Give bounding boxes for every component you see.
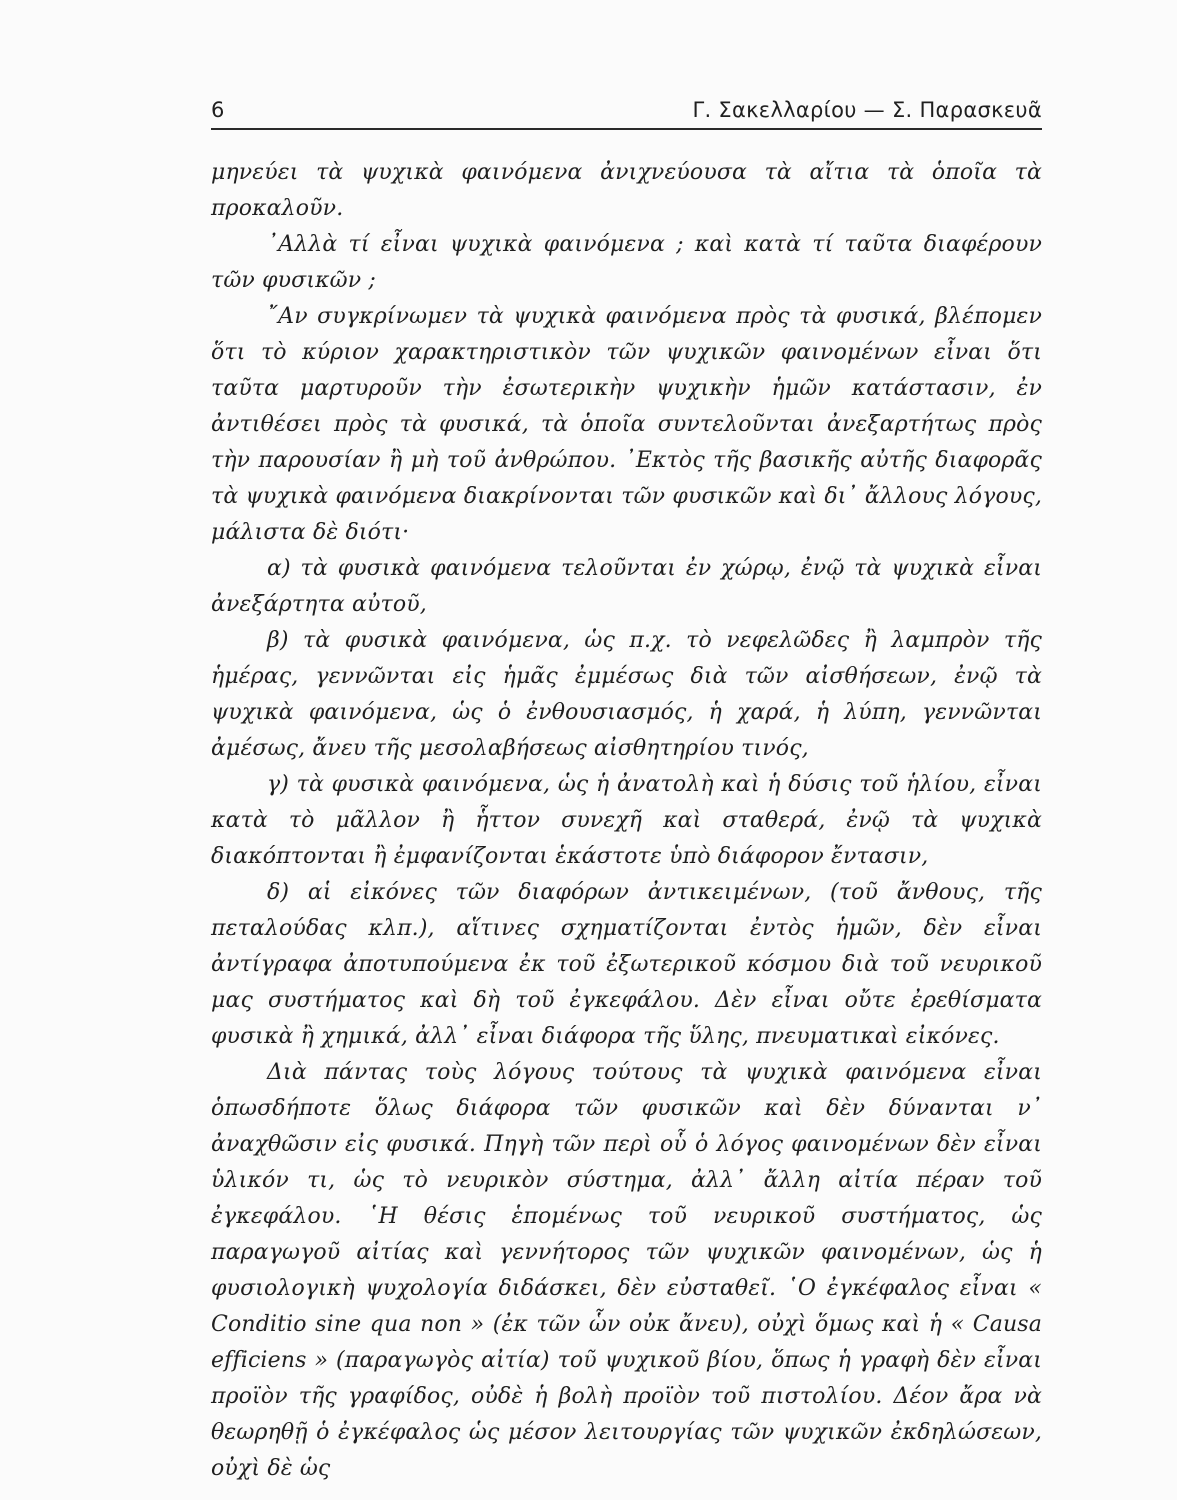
running-head: Γ. Σακελλαρίου — Σ. Παρασκευᾶ [692, 98, 1042, 122]
paragraph: β) τὰ φυσικὰ φαινόμενα, ὡς π.χ. τὸ νεφελῶδες ἢ λαμπρὸν τῆς ἡμέρας, γεννῶνται εἰς ἡμᾶς ἐμμέσως διὰ τῶν αἰσθήσεων, ἐνῷ τὰ ψυχικὰ φαινόμενα, ὡς ὁ ἐνθουσιασμός, ἡ χαρά, ἡ λύπη, γεννῶνται ἀμέσως, ἄνευ τῆς μεσολαβήσεως αἰσθητηρίου τινός, [211, 628, 1042, 761]
paragraph: μηνεύει τὰ ψυχικὰ φαινόμενα ἀνιχνεύουσα τὰ αἴτια τὰ ὁποῖα τὰ προκαλοῦν. [211, 160, 1042, 221]
paragraph: Διὰ πάντας τοὺς λόγους τούτους τὰ ψυχικὰ φαινόμενα εἶναι ὁπωσδήποτε ὅλως διάφορα τῶν φυσικῶν καὶ δὲν δύνανται ν᾿ ἀναχθῶσιν εἰς φυσικά. Πηγὴ τῶν περὶ οὗ ὁ λόγος φαινομένων δὲν εἶναι ὑλικόν τι, ὡς τὸ νευρικὸν σύστημα, ἀλλ᾿ ἄλλη αἰτία πέραν τοῦ ἐγκεφάλου. ῾Η θέσις ἑπομένως τοῦ νευρικοῦ συστήματος, ὡς παραγωγοῦ αἰτίας καὶ γεννήτορος τῶν ψυχικῶν φαινομένων, ὡς ἡ φυσιολογικὴ ψυχολογία διδάσκει, δὲν εὐσταθεῖ. ῾Ο ἐγκέφαλος εἶναι « Conditio sine qua non » (ἐκ τῶν ὧν οὐκ ἄνευ), οὐχὶ ὅμως καὶ ἡ « Causa efficiens » (παραγωγὸς αἰτία) τοῦ ψυχικοῦ βίου, ὅπως ἡ γραφὴ δὲν εἶναι προϊὸν τῆς γραφίδος, οὐδὲ ἡ βολὴ προϊὸν τοῦ πιστολίου. Δέον ἄρα νὰ θεωρηθῇ ὁ ἐγκέφαλος ὡς μέσον λειτουργίας τῶν ψυχικῶν ἐκδηλώσεων, οὐχὶ δὲ ὡς [211, 1060, 1042, 1481]
page-header [211, 90, 1042, 130]
paragraph: ᾿Αλλὰ τί εἶναι ψυχικὰ φαινόμενα ; καὶ κατὰ τί ταῦτα διαφέρουν τῶν φυσικῶν ; [211, 232, 1042, 293]
page-number: 6 [211, 98, 225, 122]
text-body [211, 155, 1042, 1487]
paragraph: δ) αἱ εἰκόνες τῶν διαφόρων ἀντικειμένων, (τοῦ ἄνθους, τῆς πεταλούδας κλπ.), αἵτινες σχηματίζονται ἐντὸς ἡμῶν, δὲν εἶναι ἀντίγραφα ἀποτυπούμενα ἐκ τοῦ ἐξωτερικοῦ κόσμου διὰ τοῦ νευρικοῦ μας συστήματος καὶ δὴ τοῦ ἐγκεφάλου. Δὲν εἶναι οὔτε ἐρεθίσματα φυσικὰ ἢ χημικά, ἀλλ᾿ εἶναι διάφορα τῆς ὕλης, πνευματικαὶ εἰκόνες. [211, 880, 1042, 1049]
paragraph: α) τὰ φυσικὰ φαινόμενα τελοῦνται ἐν χώρῳ, ἐνῷ τὰ ψυχικὰ εἶναι ἀνεξάρτητα αὐτοῦ, [211, 556, 1042, 617]
paragraph: γ) τὰ φυσικὰ φαινόμενα, ὡς ἡ ἀνατολὴ καὶ ἡ δύσις τοῦ ἡλίου, εἶναι κατὰ τὸ μᾶλλον ἢ ἧττον συνεχῆ καὶ σταθερά, ἐνῷ τὰ ψυχικὰ διακόπτονται ἢ ἐμφανίζονται ἑκάστοτε ὑπὸ διάφορον ἔντασιν, [211, 772, 1042, 869]
paragraph: ῎Αν συγκρίνωμεν τὰ ψυχικὰ φαινόμενα πρὸς τὰ φυσικά, βλέπομεν ὅτι τὸ κύριον χαρακτηριστικὸν τῶν ψυχικῶν φαινομένων εἶναι ὅτι ταῦτα μαρτυροῦν τὴν ἐσωτερικὴν ψυχικὴν ἡμῶν κατάστασιν, ἐν ἀντιθέσει πρὸς τὰ φυσικά, τὰ ὁποῖα συντελοῦνται ἀνεξαρτήτως πρὸς τὴν παρουσίαν ἢ μὴ τοῦ ἀνθρώπου. ᾿Εκτὸς τῆς βασικῆς αὐτῆς διαφορᾶς τὰ ψυχικὰ φαινόμενα διακρίνονται τῶν φυσικῶν καὶ δι᾿ ἄλλους λόγους, μάλιστα δὲ διότι· [211, 304, 1042, 545]
